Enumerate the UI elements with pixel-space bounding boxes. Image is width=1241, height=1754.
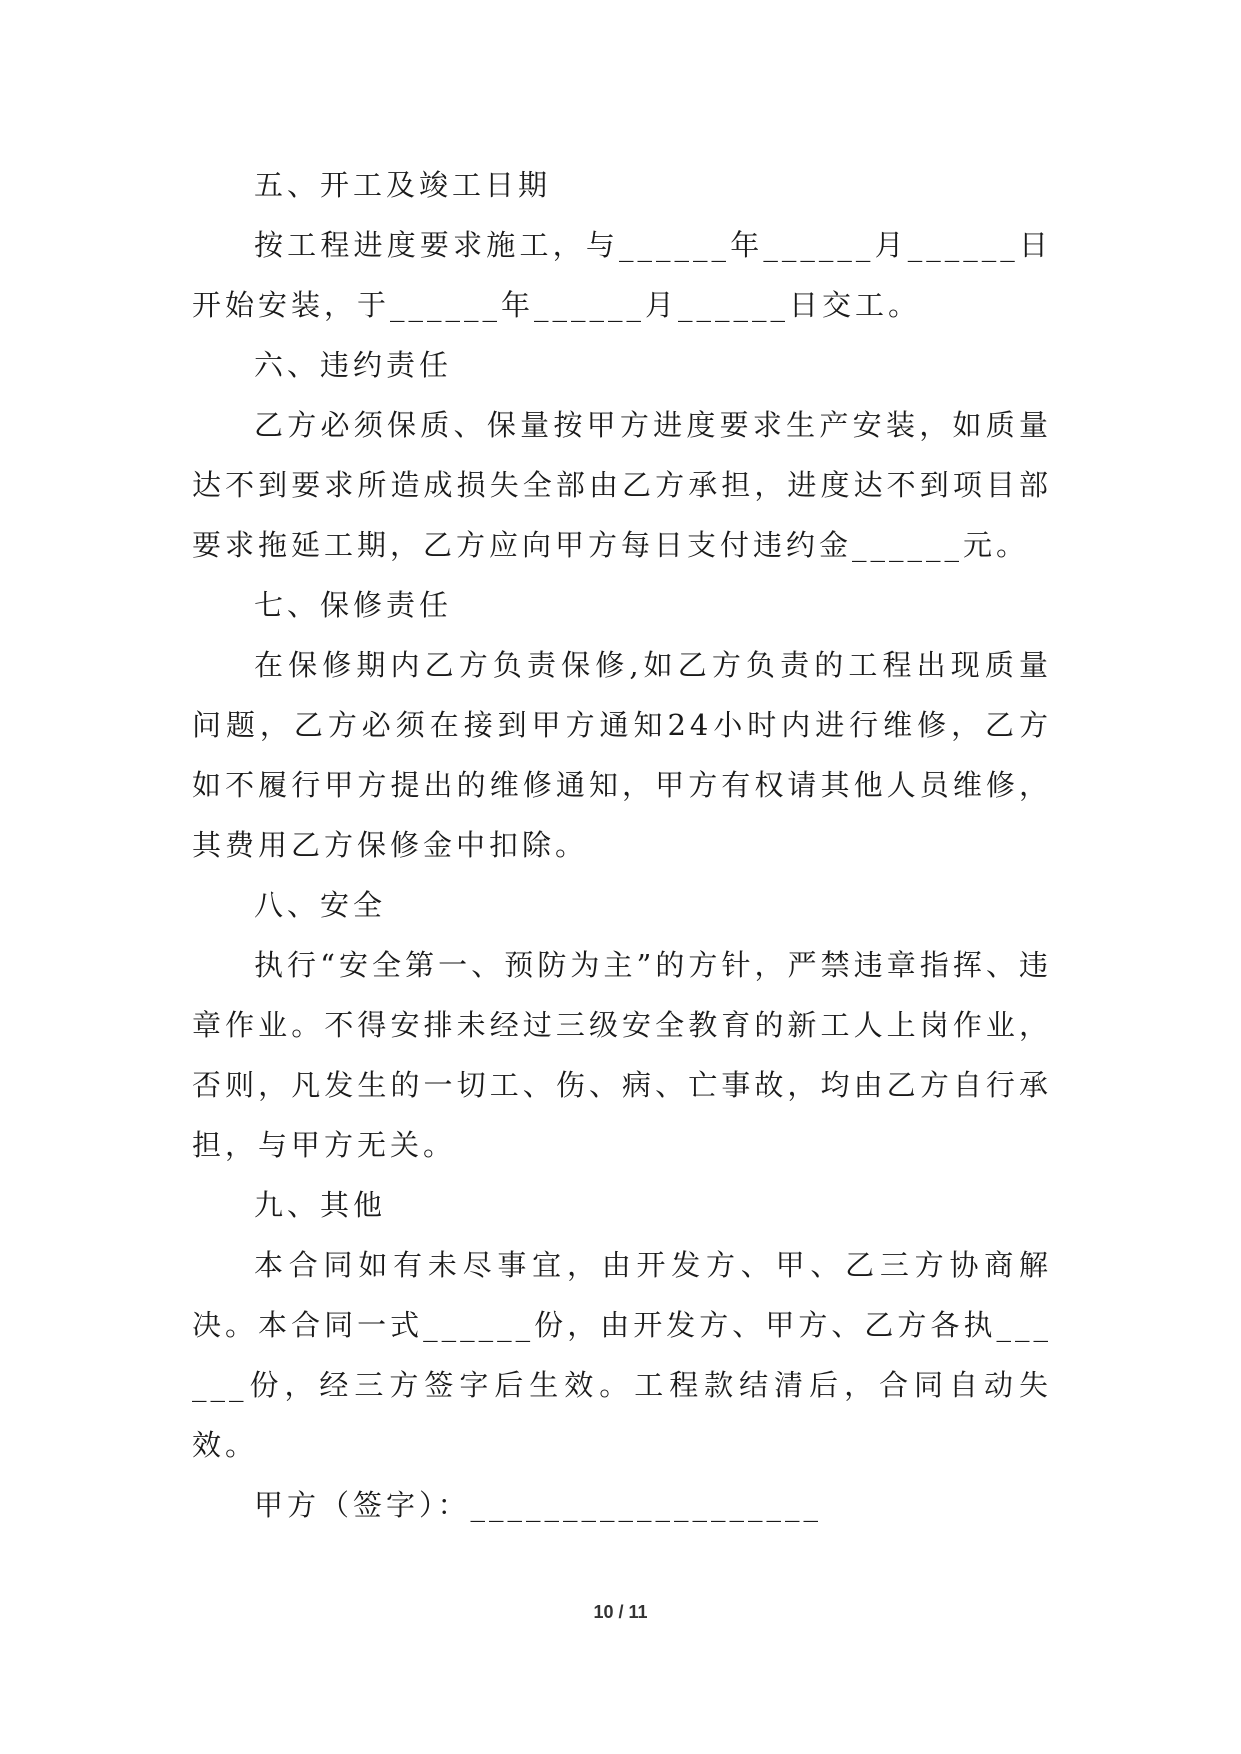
signature-line-party-a: 甲方（签字）：___________________ bbox=[254, 1488, 823, 1522]
section-7-heading: 七、保修责任 bbox=[254, 588, 453, 622]
page-number: 10 / 11 bbox=[593, 1602, 648, 1622]
section-7-body: 在保修期内乙方负责保修,如乙方负责的工程出现质量问题，乙方必须在接到甲方通知24小时内进行维修，乙方如不履行甲方提出的维修通知，甲方有权请其他人员维修，其费用乙方保修金中扣除。 bbox=[192, 648, 1052, 862]
section-9-body: 本合同如有未尽事宜，由开发方、甲、乙三方协商解决。本合同一式______份，由开发方、甲方、乙方各执______份，经三方签字后生效。工程款结清后，合同自动失效。 bbox=[192, 1248, 1052, 1462]
section-8-heading: 八、安全 bbox=[254, 888, 387, 922]
section-5-heading: 五、开工及竣工日期 bbox=[254, 168, 552, 202]
document-body bbox=[192, 155, 1052, 1535]
section-6-body: 乙方必须保质、保量按甲方进度要求生产安装，如质量达不到要求所造成损失全部由乙方承担，进度达不到项目部要求拖延工期，乙方应向甲方每日支付违约金______元。 bbox=[192, 408, 1052, 562]
section-8-body: 执行“安全第一、预防为主”的方针，严禁违章指挥、违章作业。不得安排未经过三级安全教育的新工人上岗作业，否则，凡发生的一切工、伤、病、亡事故，均由乙方自行承担，与甲方无关。 bbox=[192, 948, 1052, 1162]
section-9-heading: 九、其他 bbox=[254, 1188, 387, 1222]
section-5-body: 按工程进度要求施工，与______年______月______日开始安装，于______年______月______日交工。 bbox=[192, 228, 1052, 322]
section-6-heading: 六、违约责任 bbox=[254, 348, 453, 382]
